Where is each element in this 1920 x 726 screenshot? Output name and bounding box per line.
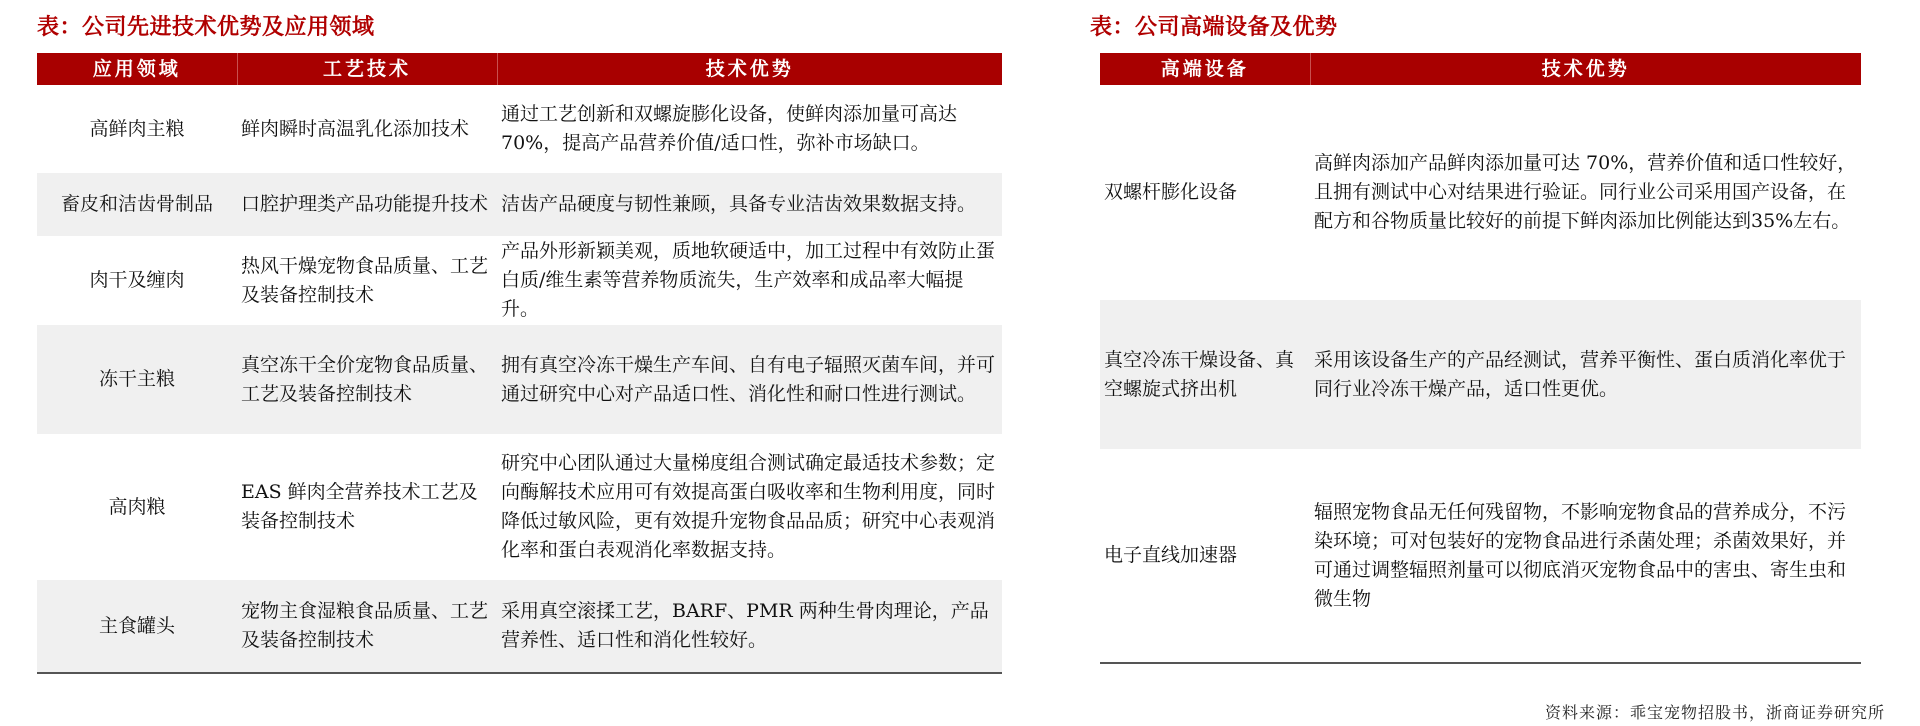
cell-field: 主食罐头: [37, 580, 237, 673]
cell-advantage: 产品外形新颖美观，质地软硬适中，加工过程中有效防止蛋白质/维生素等营养物质流失，生产效率和成品率大幅提升。: [501, 240, 996, 320]
table-header-row: [1100, 53, 1861, 85]
cell-advantage: 洁齿产品硬度与韧性兼顾，具备专业洁齿效果数据支持。: [497, 173, 1002, 236]
cell-field: 畜皮和洁齿骨制品: [37, 173, 237, 236]
cell-advantage: 辐照宠物食品无任何残留物，不影响宠物食品的营养成分，不污染环境；可对包装好的宠物食品进行杀菌处理；杀菌效果好，并可通过调整辐照剂量可以彻底消灭宠物食品中的害虫、寄生虫和微生物: [1314, 500, 1847, 610]
table-row: [37, 236, 1002, 325]
table-row: [37, 85, 1002, 173]
cell-advantage: 采用真空滚揉工艺，BARF、PMR 两种生骨肉理论，产品营养性、适口性和消化性较好。: [497, 580, 1002, 673]
table-row: [1100, 85, 1861, 300]
left-table-title: 表：公司先进技术优势及应用领域: [37, 15, 375, 40]
cell-field: 高肉粮: [108, 495, 166, 518]
cell-field: 肉干及缠肉: [89, 269, 185, 291]
column-header-field: 应用领域: [37, 53, 237, 85]
table-row: [37, 173, 1002, 236]
column-header-tech: 工艺技术: [237, 53, 497, 85]
cell-advantage: 采用该设备生产的产品经测试，营养平衡性、蛋白质消化率优于同行业冷冻干燥产品，适口性更优。: [1310, 300, 1861, 449]
cell-equipment: 真空冷冻干燥设备、真空螺旋式挤出机: [1100, 300, 1310, 449]
cell-tech: 真空冻干全价宠物食品质量、工艺及装备控制技术: [237, 325, 497, 434]
cell-equipment: 电子直线加速器: [1104, 544, 1238, 566]
column-header-equipment: 高端设备: [1100, 53, 1310, 85]
tech-advantages-table: [37, 53, 1002, 674]
column-header-advantage: 技术优势: [1310, 53, 1861, 85]
cell-tech: 口腔护理类产品功能提升技术: [237, 173, 497, 236]
table-row: [37, 580, 1002, 673]
right-table-title: 表：公司高端设备及优势: [1090, 15, 1338, 40]
cell-tech: 宠物主食湿粮食品质量、工艺及装备控制技术: [237, 580, 497, 673]
cell-advantage: 研究中心团队通过大量梯度组合测试确定最适技术参数；定向酶解技术应用可有效提高蛋白吸收率和生物利用度，同时降低过敏风险，更有效提升宠物食品品质；研究中心表观消化率和蛋白表观消化率数据支持。: [501, 452, 996, 561]
table-row: [37, 434, 1002, 580]
cell-field: 高鲜肉主粮: [89, 117, 185, 140]
cell-tech: 热风干燥宠物食品质量、工艺及装备控制技术: [241, 254, 489, 306]
table-header-row: [37, 53, 1002, 85]
cell-advantage: 高鲜肉添加产品鲜肉添加量可达 70%，营养价值和适口性较好，且拥有测试中心对结果进行验证。同行业公司采用国产设备，在配方和谷物质量比较好的前提下鲜肉添加比例能达到35%左右。: [1314, 152, 1857, 232]
table-row: [37, 325, 1002, 434]
high-end-equipment-table: [1100, 53, 1861, 664]
cell-tech: 鲜肉瞬时高温乳化添加技术: [241, 117, 470, 140]
cell-advantage: 拥有真空冷冻干燥生产车间、自有电子辐照灭菌车间，并可通过研究中心对产品适口性、消化性和耐口性进行测试。: [497, 325, 1002, 434]
cell-field: 冻干主粮: [37, 325, 237, 434]
column-header-advantage: 技术优势: [497, 53, 1002, 85]
table-row: [1100, 300, 1861, 449]
cell-tech: EAS 鲜肉全营养技术工艺及装备控制技术: [241, 481, 478, 532]
source-note: 资料来源：乖宝宠物招股书，浙商证券研究所: [1544, 703, 1885, 722]
cell-equipment: 双螺杆膨化设备: [1104, 181, 1238, 203]
cell-advantage: 通过工艺创新和双螺旋膨化设备，使鲜肉添加量可高达70%，提高产品营养价值/适口性，弥补市场缺口。: [501, 103, 958, 154]
table-row: [1100, 449, 1861, 663]
